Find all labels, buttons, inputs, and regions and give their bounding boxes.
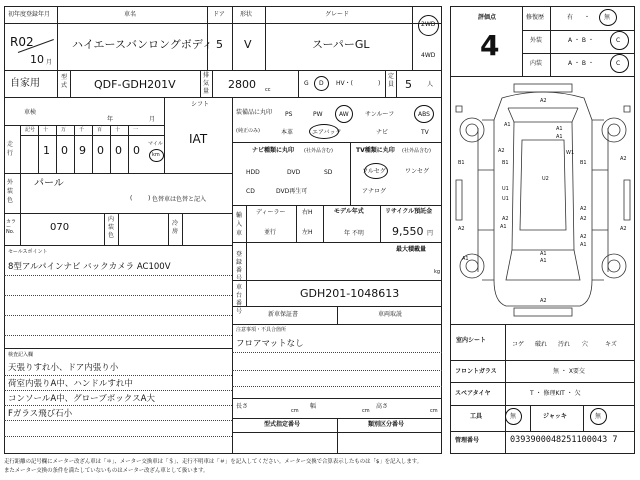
reg-date-label: 初年度登録年月 [8, 11, 51, 18]
navi-cd: CD [246, 188, 255, 195]
equip-abs: ABS [418, 111, 430, 118]
cc-unit: cc [265, 87, 271, 93]
dmg-code-1: A2 [540, 98, 547, 104]
tv-title: TV種類に丸印 [356, 147, 395, 154]
capacity-label: 定員 [388, 73, 395, 88]
repair-dot: ・ [584, 14, 591, 21]
navi-title: ナビ種類に丸印 [252, 147, 295, 154]
navi-sd: SD [324, 169, 333, 176]
plate-label: 登録番号 [236, 251, 243, 282]
tv-oneseg: ワンセグ [405, 168, 430, 175]
recycle-unit: 円 [427, 230, 434, 237]
mileage-header-cell: 十 [43, 127, 49, 133]
dmg-code-13: A1 [500, 224, 507, 230]
car-name-label: 車名 [124, 11, 137, 18]
color-label: 外装色 [7, 179, 14, 204]
tools-label: 工具 [470, 413, 483, 420]
jack-value: 無 [595, 413, 602, 420]
dmg-code-12: A2 [502, 216, 509, 222]
equip-airbag: エアバック [312, 129, 342, 136]
mileage-label: 走行 [7, 141, 14, 157]
recycle-label: リサイクル預託金 [385, 208, 433, 215]
int-c: C [616, 60, 621, 67]
dmg-code-25: A1 [462, 256, 469, 262]
tv-fullseg: フルセグ [362, 168, 386, 175]
dmg-code-7: B1 [502, 160, 509, 166]
grade-value: スーパーGL [312, 38, 370, 51]
navi-hdd: HDD [246, 169, 260, 176]
score-label: 評価点 [478, 14, 497, 21]
mileage-header-cell: 記号 [25, 127, 36, 133]
int-grades: A ・ B ・ [568, 60, 594, 67]
mileage-digit: 0 [133, 144, 140, 157]
drive-4wd: 4WD [421, 52, 436, 59]
navi-title-sub: (社外品含む) [304, 148, 333, 154]
max-load-label: 最大積載量 [396, 246, 427, 253]
ext-label: 外装 [530, 37, 543, 44]
fuel-d: D [319, 80, 324, 87]
model-label: 型式 [61, 74, 68, 89]
footer-line-2: またメーター交換の条件を満たしていないものはメーター改ざん車として扱います。 [4, 468, 209, 474]
mileage-digit: 0 [61, 144, 68, 157]
score-value: 4 [480, 29, 500, 62]
grade-label: グレード [325, 11, 350, 18]
car-damage-diagram [452, 80, 634, 320]
equip-navi: ナビ [376, 129, 389, 136]
equipment-label: 装備品に丸印 [236, 109, 273, 116]
import-right: 右H [302, 209, 313, 216]
shift-label: シフト [191, 101, 210, 108]
mileage-header-cell: 一 [133, 127, 139, 133]
fuel-hv-close: ) [378, 80, 381, 87]
doors-value: 5 [216, 38, 223, 51]
height-cm: cm [430, 408, 438, 414]
displacement-label: 排気量 [203, 72, 210, 95]
equip-pw: PW [313, 111, 323, 118]
capacity-unit: 人 [427, 81, 434, 88]
mileage-km-unit: km [152, 152, 160, 158]
class-no-label: 類別区分番号 [368, 421, 405, 428]
import-dealer: ディーラー [256, 209, 286, 216]
inspector-line-2: 荷室内張りA中、ハンドルすれ中 [8, 379, 133, 389]
color-note: 色替車は色替と記入 [152, 196, 207, 203]
int-label: 内装 [530, 60, 543, 67]
dmg-code-21: B1 [458, 160, 465, 166]
repair-label: 修復歴 [526, 14, 545, 21]
fuel-g: G [304, 80, 309, 87]
model-year-value: 年 不明 [344, 230, 364, 237]
spare-value: T ・ 修理KIT ・ 欠 [530, 390, 581, 397]
color-note-open: ( [130, 195, 133, 202]
import-left: 左H [302, 229, 313, 236]
dmg-code-20: A2 [540, 298, 547, 304]
tv-title-sub: (社外品含む) [402, 148, 431, 154]
width-cm: cm [362, 408, 370, 414]
dmg-code-2: A1 [556, 126, 563, 132]
capacity-value: 5 [405, 78, 412, 91]
dmg-code-24: A2 [620, 226, 627, 232]
shape-label: 形状 [240, 11, 253, 18]
ext-grades: A ・ B ・ [568, 37, 594, 44]
equip-leather: 本革 [281, 129, 294, 136]
shift-value: IAT [189, 132, 208, 146]
tools-value: 無 [510, 413, 517, 420]
equip-aw: AW [339, 111, 349, 118]
mileage-divider [110, 125, 111, 173]
footer-line-1: 走行距離の記号欄にメーター改ざん車は「＊」、メーター交換車は「＄」、走行不明車は「＃」を記入してください。メーター交換で合算表示したものは「$」を記入します。 [4, 459, 423, 465]
chassis-value: GDH201-1048613 [300, 287, 400, 300]
equipment-sub: (純正のみ) [236, 128, 260, 134]
manual-label: 車両取説 [378, 311, 403, 318]
fuel-hv: HV・( [336, 80, 353, 87]
navi-dvd: DVD [287, 169, 301, 176]
reg-month-unit: 月 [46, 59, 53, 66]
mileage-divider [92, 125, 93, 173]
inspector-line-1: 天張りすれ小、ドア内張り小 [8, 363, 119, 373]
recycle-value: 9,550 [392, 225, 424, 238]
notes-label: 注意事項・不具合箇所 [236, 327, 287, 333]
inspection-year-unit: 年 [107, 116, 114, 123]
model-value: QDF-GDH201V [94, 78, 176, 91]
inspection-label: 車検 [24, 109, 37, 116]
chassis-label: 車台番号 [236, 284, 243, 315]
color-value: パール [34, 178, 64, 189]
dmg-code-5: A1 [504, 122, 511, 128]
equip-ps: PS [285, 111, 293, 118]
private-use: 自家用 [10, 78, 40, 89]
cooler-label: 冷房 [172, 220, 179, 235]
sales-point-text: 8型アルパインナビ バックカメラ AC100V [8, 262, 171, 272]
displacement-value: 2800 [228, 78, 256, 91]
color-no-value: 070 [50, 222, 70, 233]
seat-kizu: キズ [605, 341, 617, 348]
notes-text: フロアマットなし [236, 339, 304, 349]
mileage-digit: 9 [79, 144, 86, 157]
length-label: 長さ [236, 403, 249, 410]
mileage-digit: 1 [43, 144, 50, 157]
mileage-divider [128, 125, 129, 173]
dmg-code-4: W1 [566, 150, 575, 156]
dmg-code-3: A1 [556, 134, 563, 140]
repair-no: 無 [604, 14, 611, 21]
height-label: 高さ [376, 403, 389, 410]
inspection-month-unit: 月 [149, 116, 156, 123]
seat-yabure: 破れ [535, 341, 548, 348]
seat-ana: 穴 [582, 341, 589, 348]
interior-color-label: 内装色 [108, 216, 115, 239]
mileage-header-cell: 百 [97, 127, 103, 133]
mileage-digit: 0 [115, 144, 122, 157]
model-year-label: モデル年式 [334, 208, 364, 215]
dmg-code-10: U1 [502, 186, 509, 192]
spare-label: スペアタイヤ [455, 390, 491, 397]
color-no-label: カラーNo. [6, 219, 17, 235]
import-parallel: 並行 [264, 229, 277, 236]
inspector-line-3: コンソールA中、グローブボックスA大 [8, 394, 155, 404]
dmg-code-22: A2 [458, 226, 465, 232]
mileage-header-cell: 十 [115, 127, 121, 133]
mgmt-value: 0393900048251100043 7 [510, 435, 618, 445]
inspector-label: 検査記入欄 [8, 352, 34, 358]
seat-yogore: 汚れ [558, 341, 571, 348]
dmg-code-9: U2 [542, 176, 549, 182]
color-note-close: ) [148, 195, 151, 202]
type-no-label: 型式指定番号 [264, 421, 301, 428]
dmg-code-23: A2 [620, 156, 627, 162]
dmg-code-8: B1 [580, 160, 587, 166]
drive-2wd: 2WD [421, 21, 436, 28]
warranty-label: 新車保証書 [268, 311, 299, 318]
windshield-value: 無 ・ X要交 [553, 368, 585, 375]
dmg-code-6: A2 [498, 148, 505, 154]
equip-sunroof: サンルーフ [365, 111, 395, 118]
car-name-value: ハイエースバンロングボディ [72, 38, 213, 51]
mileage-mile-unit: マイル [148, 141, 163, 147]
shape-value: V [244, 38, 252, 51]
mileage-header-cell: 万 [61, 127, 67, 133]
mileage-digit: 0 [97, 144, 104, 157]
jack-label: ジャッキ [543, 413, 567, 420]
dmg-code-18: A1 [540, 251, 547, 257]
windshield-label: フロントガラス [455, 368, 497, 375]
dmg-code-14: A2 [580, 206, 587, 212]
ext-c: C [616, 37, 621, 44]
seat-koge: コゲ [512, 341, 525, 348]
dmg-code-16: A2 [580, 234, 587, 240]
inspector-line-4: Fガラス飛び石小 [8, 409, 73, 419]
mileage-header-cell: 千 [79, 127, 85, 133]
mgmt-label: 管理番号 [455, 437, 480, 444]
doors-label: ドア [213, 11, 225, 18]
dmg-code-15: A2 [580, 216, 587, 222]
mileage-divider [74, 125, 75, 173]
max-load-unit: kg [434, 269, 441, 275]
room-seat-label: 室内シート [456, 337, 487, 344]
reg-month: 10 [30, 53, 44, 66]
mileage-divider [38, 125, 39, 173]
mileage-divider [56, 125, 57, 173]
navi-dvd-play: DVD再生可 [276, 188, 308, 195]
dmg-code-11: U1 [502, 196, 509, 202]
length-cm: cm [291, 408, 299, 414]
dmg-code-19: A1 [540, 258, 547, 264]
import-label: 輸入車 [236, 212, 243, 237]
dmg-code-17: A1 [580, 242, 587, 248]
equip-tv: TV [421, 129, 429, 136]
sales-point-label: セールスポイント [8, 249, 48, 255]
reg-year: R02 [10, 35, 34, 49]
tv-analog: アナログ [362, 188, 387, 195]
repair-yes: 有 [567, 14, 574, 21]
width-label: 幅 [310, 403, 317, 410]
